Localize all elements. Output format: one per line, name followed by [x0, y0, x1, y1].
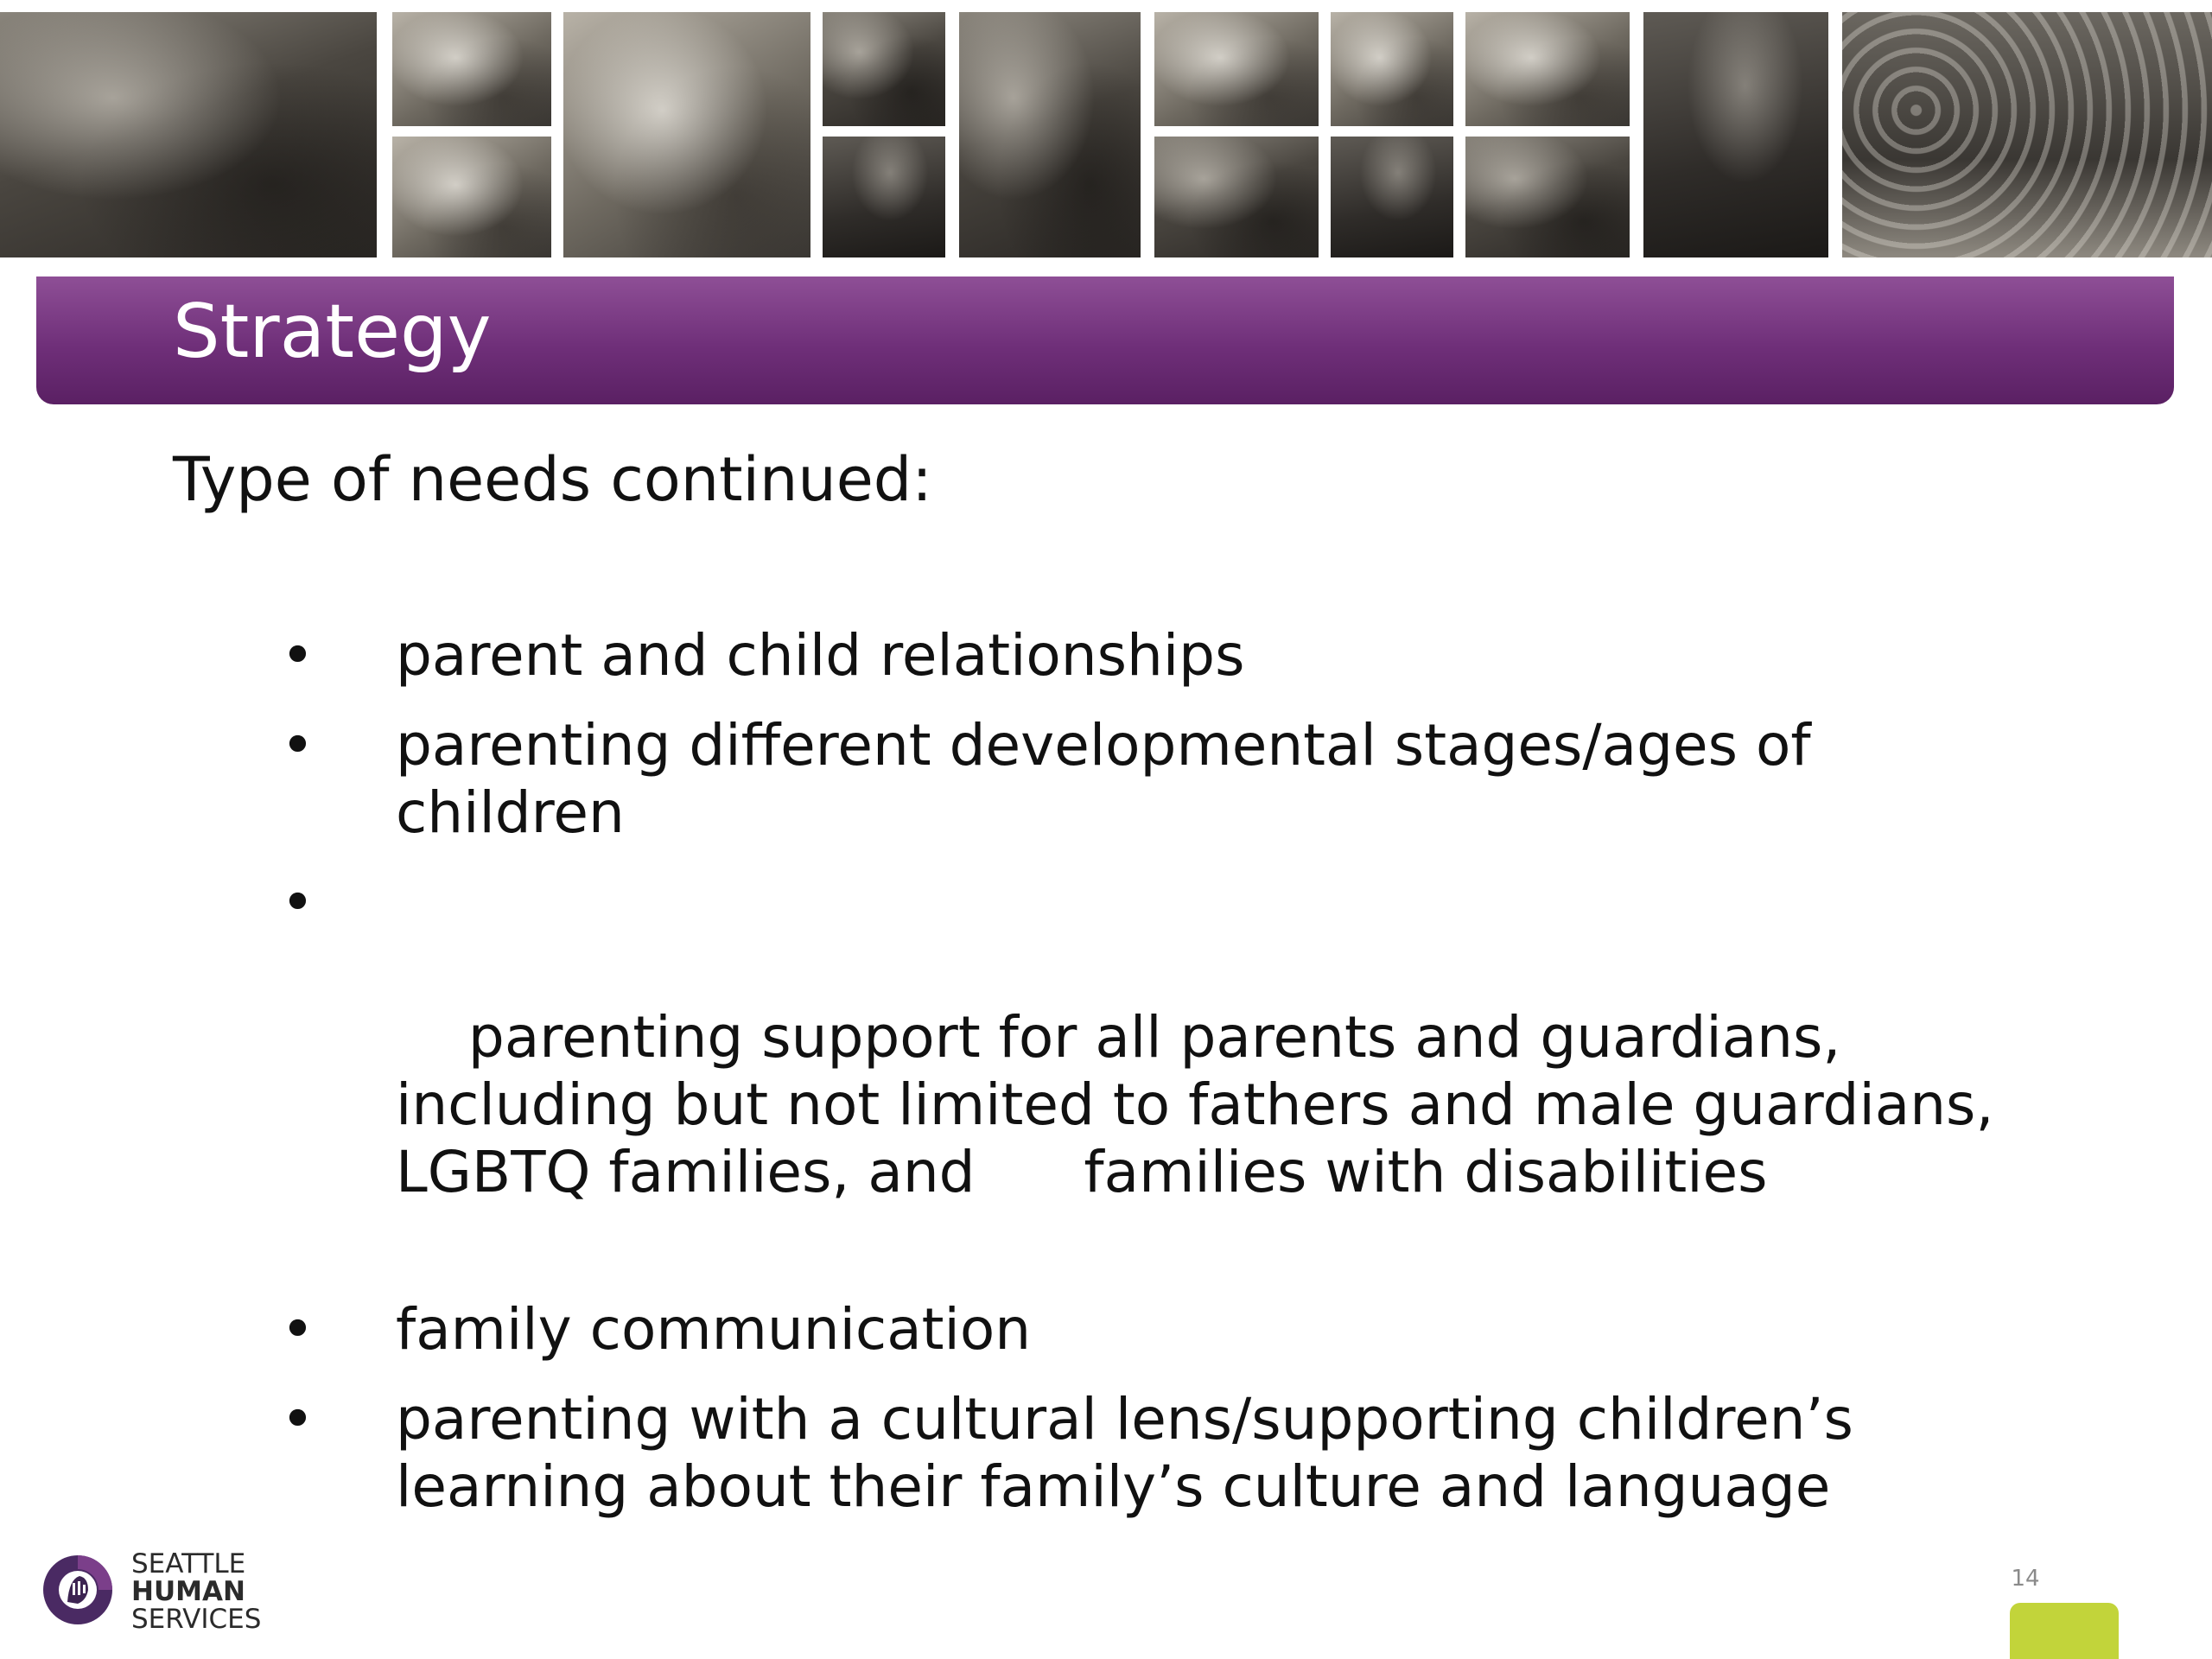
- photo-children-reading: [823, 12, 945, 126]
- bullet-item: [0, 712, 2108, 847]
- photo-seniors: [1331, 12, 1453, 126]
- bullet-item: [0, 622, 2108, 690]
- bullet-item: [0, 869, 2108, 1274]
- page-number: 14: [2011, 1566, 2040, 1592]
- photo-senior-woman: [1465, 12, 1630, 126]
- photo-food-pantry: [1643, 12, 1828, 257]
- photo-child-drawing: [392, 12, 551, 126]
- city-seal-icon: [38, 1550, 118, 1630]
- bullet-list: [0, 622, 2108, 1543]
- bullet-text: parent and child relationships: [396, 622, 1245, 689]
- photo-man-working: [1465, 137, 1630, 257]
- photo-caregiver-baby: [959, 12, 1141, 257]
- bullet-text: parenting support for all parents and guardians, including but not limited to fathers and male guardians, LGBTQ families, and families with disabilities: [396, 1004, 2012, 1205]
- photo-woman-headscarf: [1154, 137, 1319, 257]
- bullet-icon: •: [281, 1386, 315, 1452]
- slide-title: Strategy: [173, 289, 492, 375]
- bullet-item: [0, 1296, 2108, 1363]
- photo-graduation-crowd: [1842, 12, 2212, 257]
- photo-family-group: [0, 12, 377, 257]
- photo-children-computer: [392, 137, 551, 257]
- bullet-icon: •: [281, 1296, 315, 1363]
- logo-line-2: HUMAN: [131, 1576, 245, 1607]
- bullet-text: family communication: [396, 1296, 1032, 1363]
- seattle-human-services-logo: [38, 1550, 297, 1637]
- bullet-item: [0, 1386, 2108, 1521]
- logo-line-3: SERVICES: [131, 1604, 262, 1635]
- logo-line-1: SEATTLE: [131, 1548, 246, 1580]
- bullet-text: parenting different developmental stages/ages of children: [396, 712, 1811, 846]
- photo-classroom: [1154, 12, 1319, 126]
- photo-handshake: [1331, 137, 1453, 257]
- photo-child-portrait: [823, 137, 945, 257]
- bullet-icon: •: [281, 622, 315, 689]
- bullet-text: parenting with a cultural lens/supporting children’s learning about their family’s culture and language: [396, 1386, 1853, 1520]
- corner-accent-tab: [2010, 1603, 2119, 1659]
- bullet-icon: •: [281, 869, 315, 936]
- photo-banner: [0, 0, 2212, 259]
- logo-wordmark: [131, 1550, 261, 1633]
- photo-poster-presentation: [563, 12, 810, 257]
- slide-subheading: Type of needs continued:: [173, 444, 932, 515]
- bullet-icon: •: [281, 712, 315, 779]
